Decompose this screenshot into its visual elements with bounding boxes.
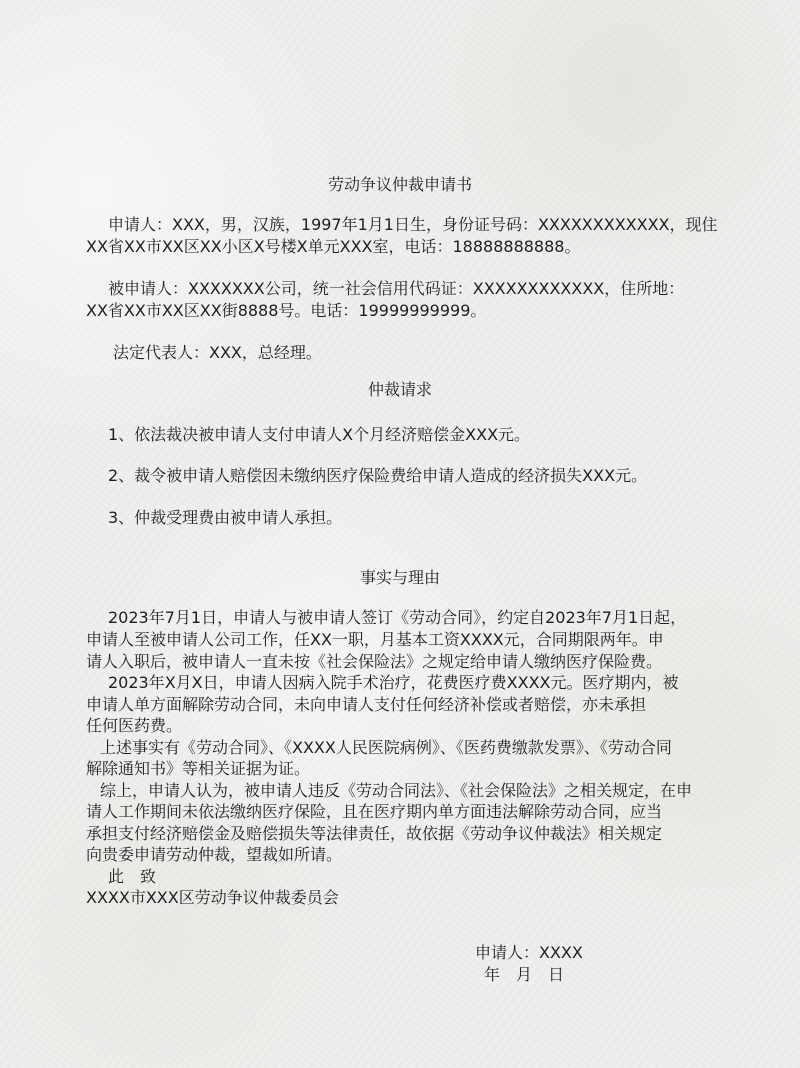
facts-line-7: 上述事实有《劳动合同》、《XXXX人民医院病例》、《医药费缴款发票》、《劳动合同 (100, 738, 672, 757)
claim-item-1: 1、依法裁决被申请人支付申请人X个月经济赔偿金XXX元。 (108, 425, 531, 444)
signature-applicant: 申请人：XXXX (475, 943, 583, 962)
facts-line-6: 任何医药费。 (86, 716, 183, 735)
claim-item-2: 2、裁令被申请人赔偿因未缴纳医疗保险费给申请人造成的经济损失XXX元。 (108, 466, 648, 485)
facts-line-12: 向贵委申请劳动仲裁，望裁如所请。 (86, 845, 343, 864)
claim-item-3: 3、仲裁受理费由被申请人承担。 (108, 508, 343, 527)
closing-salutation: 此 致 (108, 867, 157, 886)
facts-line-5: 申请人单方面解除劳动合同，未向申请人支付任何经济补偿或者赔偿，亦未承担 (86, 695, 647, 714)
respondent-line-2: XX省XX市XX区XX街8888号。电话：19999999999。 (86, 301, 487, 320)
facts-line-2: 申请人至被申请人公司工作，任XX一职，月基本工资XXXX元，合同期限两年。申 (86, 630, 664, 649)
respondent-line-1: 被申请人：XXXXXXX公司，统一社会信用代码证：XXXXXXXXXXXX，住所地： (108, 279, 685, 298)
facts-line-4: 2023年X月X日，申请人因病入院手术治疗，花费医疗费XXXX元。医疗期内，被 (108, 673, 679, 692)
facts-heading: 事实与理由 (359, 568, 440, 587)
facts-line-9: 综上，申请人认为，被申请人违反《劳动合同法》、《社会保险法》之相关规定，在申 (100, 781, 693, 800)
document-title: 劳动争议仲裁申请书 (327, 175, 472, 194)
facts-line-1: 2023年7月1日，申请人与被申请人签订《劳动合同》，约定自2023年7月1日起， (108, 608, 687, 627)
facts-line-11: 承担支付经济赔偿金及赔偿损失等法律责任，故依据《劳动争议仲裁法》相关规定 (86, 824, 663, 843)
applicant-line-1: 申请人：XXX，男，汉族，1997年1月1日生，身份证号码：XXXXXXXXXXXX，现住 (108, 215, 718, 234)
signature-date: 年 月 日 (484, 965, 565, 984)
facts-line-8: 解除通知书》等相关证据为证。 (86, 759, 311, 778)
facts-line-10: 请人工作期间未依法缴纳医疗保险，且在医疗期内单方面违法解除劳动合同，应当 (86, 802, 663, 821)
legal-representative: 法定代表人：XXX，总经理。 (113, 343, 322, 362)
claims-heading: 仲裁请求 (367, 380, 432, 399)
recipient-committee: XXXX市XXX区劳动争议仲裁委员会 (86, 888, 339, 907)
facts-line-3: 请人入职后，被申请人一直未按《社会保险法》之规定给申请人缴纳医疗保险费。 (86, 652, 663, 671)
applicant-line-2: XX省XX市XX区XX小区X号楼X单元XXX室，电话：18888888888。 (86, 237, 581, 256)
